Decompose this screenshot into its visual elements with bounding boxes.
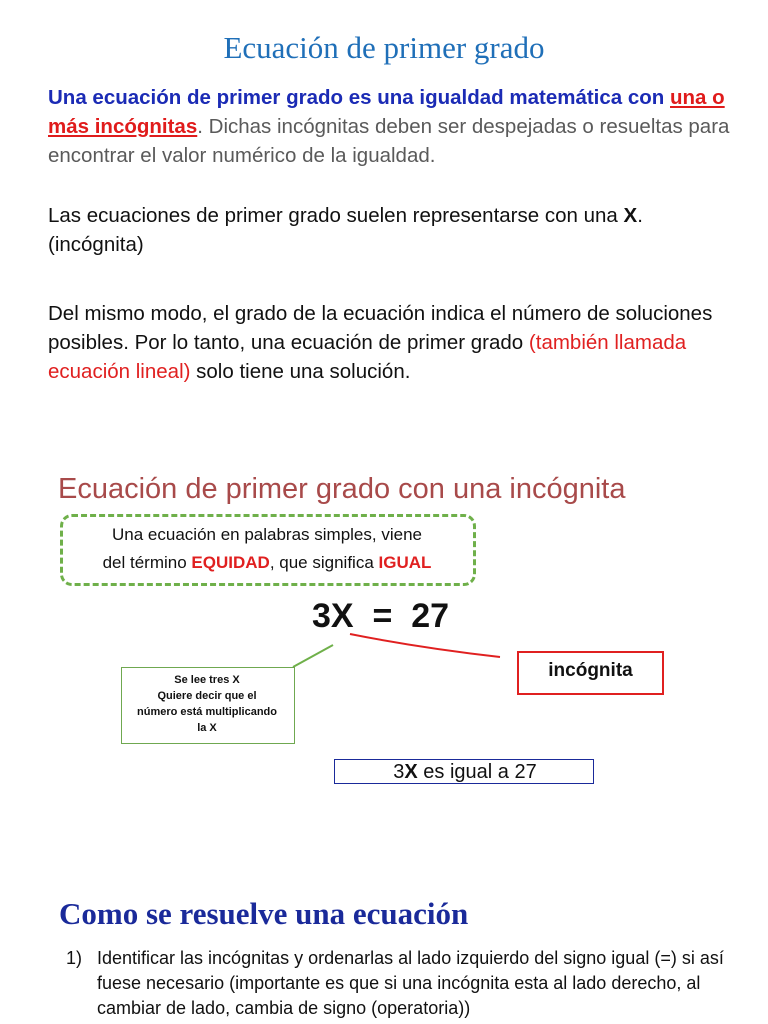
callout-line1: Una ecuación en palabras simples, viene [112, 525, 422, 544]
representation-line2: (incógnita) [48, 233, 144, 256]
representation-paragraph [48, 201, 738, 259]
step-number: 1) [66, 948, 83, 968]
note-line4: la X [197, 722, 217, 734]
representation-rest: . [637, 204, 643, 227]
unknown-label: incógnita [548, 660, 633, 681]
note-line1: Se lee tres X [174, 674, 240, 686]
section-subtitle: Ecuación de primer grado con una incógnita [58, 473, 626, 505]
representation-text: Las ecuaciones de primer grado suelen representarse con una [48, 204, 618, 227]
representation-x: X [623, 204, 638, 227]
degree-linear-note: (también llamada ecuación lineal) [48, 331, 687, 383]
callout-line2a: del término [102, 553, 187, 572]
intro-definition: Una ecuación de primer grado es una igualdad matemática con [48, 86, 665, 109]
solve-section-title: Como se resuelve una ecuación [59, 896, 469, 931]
callout-word-equidad: EQUIDAD [191, 553, 270, 572]
reading-suffix: es igual a 27 [417, 761, 537, 783]
callout-line2b: , que significa [269, 553, 374, 572]
reading-note-text [121, 672, 293, 736]
reading-prefix: 3 [393, 761, 405, 783]
page-title: Ecuación de primer grado [223, 30, 545, 65]
green-connector [293, 645, 333, 667]
reading-text [334, 760, 596, 784]
intro-paragraph [48, 83, 738, 170]
degree-paragraph [48, 299, 738, 386]
callout-word-igual: IGUAL [378, 553, 432, 572]
red-connector [350, 634, 500, 657]
intro-unknowns: una o más incógnitas [48, 86, 725, 138]
degree-rest: solo tiene una solución. [196, 360, 411, 383]
intro-rest: . Dichas incógnitas deben ser despejadas o resueltas para encontrar el valor numérico de la igualdad. [48, 115, 730, 167]
note-line2: Quiere decir que el [157, 690, 257, 702]
note-line3: número está multiplicando [137, 706, 277, 718]
step-text: Identificar las incógnitas y ordenarlas al lado izquierdo del signo igual (=) si así fuese necesario (importante es que si una incógnita esta al lado derecho, al cambiar de lado, cambia de signo (operatoria)) [97, 948, 724, 1018]
callout-text [64, 521, 470, 577]
degree-text: Del mismo modo, el grado de la ecuación indica el número de soluciones posibles. Por lo tanto, una ecuación de primer grado [48, 302, 713, 354]
reading-x: X [404, 761, 418, 783]
equation: 3X = 27 [312, 597, 450, 635]
